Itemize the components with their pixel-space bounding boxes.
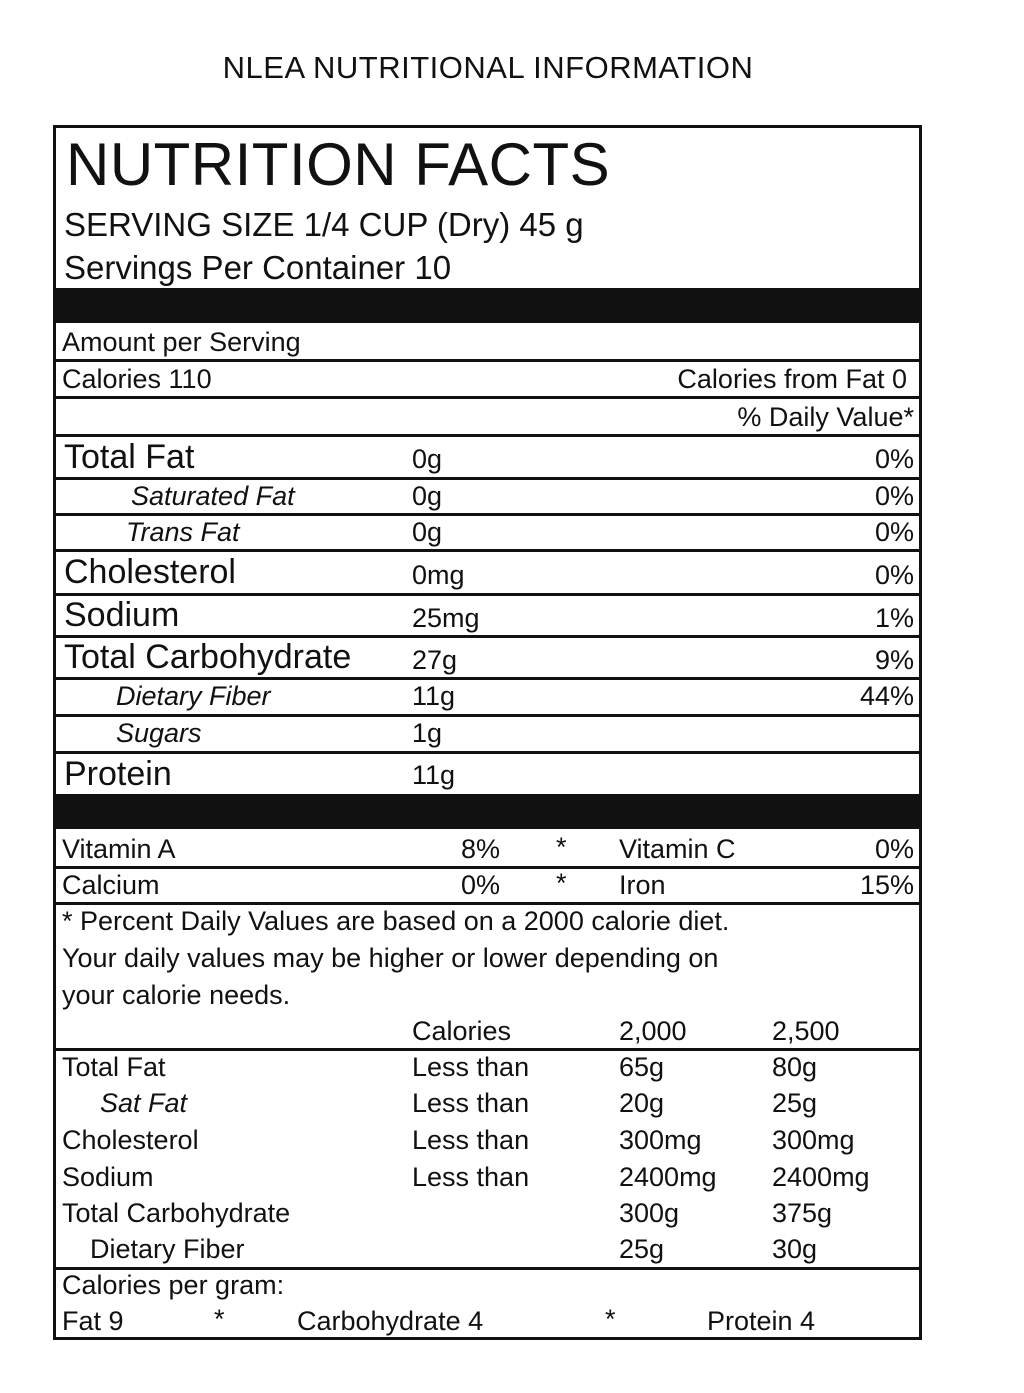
nutrient-dv: 44% <box>859 681 914 711</box>
nutrient-name: Saturated Fat <box>131 481 295 511</box>
daily-value-header: % Daily Value* <box>737 402 914 432</box>
nutrient-amount: 1g <box>412 718 443 748</box>
amount-per-serving: Amount per Serving <box>62 327 301 357</box>
nutrient-amount: 11g <box>412 681 456 711</box>
dv-row-name: Total Fat <box>62 1052 166 1082</box>
nutrient-name: Total Carbohydrate <box>64 638 352 676</box>
nutrient-amount: 0g <box>412 481 443 511</box>
dv-row-2500: 375g <box>772 1198 833 1228</box>
dv-row-2000: 65g <box>619 1052 665 1082</box>
nutrient-dv: 0% <box>874 560 914 590</box>
dv-row-name: Total Carbohydrate <box>62 1198 291 1228</box>
vitamin-value: 15% <box>859 870 914 900</box>
nutrient-amount: 0g <box>412 517 443 547</box>
divider <box>56 396 919 399</box>
nutrient-name: Trans Fat <box>126 517 240 547</box>
dv-row-2000: 300mg <box>619 1125 702 1155</box>
dv-header-2000: 2,000 <box>619 1016 687 1046</box>
nutrient-name: Sodium <box>64 596 180 634</box>
divider <box>56 593 919 596</box>
nutrient-name: Total Fat <box>64 438 195 476</box>
divider <box>56 477 919 480</box>
dv-row-2500: 2400mg <box>772 1162 870 1192</box>
dv-row-name: Sodium <box>62 1162 154 1192</box>
divider <box>56 434 919 437</box>
dv-row-2500: 80g <box>772 1052 818 1082</box>
calories-per-gram-carbohydrate: Carbohydrate 4 <box>297 1306 484 1336</box>
dv-row-2500: 30g <box>772 1234 818 1264</box>
dv-row-qualifier: Less than <box>412 1088 530 1118</box>
nutrient-amount: 27g <box>412 645 458 675</box>
page-header: NLEA NUTRITIONAL INFORMATION <box>222 50 754 85</box>
nutrient-dv: 0% <box>874 517 914 547</box>
dv-header-calories: Calories <box>412 1016 512 1046</box>
vitamin-name: Calcium <box>62 870 160 900</box>
footnote-line: Your daily values may be higher or lower depending on <box>62 943 719 973</box>
dv-row-qualifier: Less than <box>412 1162 530 1192</box>
thick-divider-mid <box>56 794 919 829</box>
nutrition-facts-panel <box>53 125 922 1340</box>
dv-row-2000: 20g <box>619 1088 665 1118</box>
separator: * <box>556 868 567 898</box>
divider <box>56 866 919 869</box>
divider <box>56 751 919 754</box>
divider <box>56 714 919 717</box>
serving-size: SERVING SIZE 1/4 CUP (Dry) 45 g <box>64 206 584 243</box>
nutrient-amount: 0g <box>412 444 443 474</box>
nutrient-dv: 1% <box>874 603 914 633</box>
separator: * <box>605 1304 616 1334</box>
vitamin-value: 0% <box>874 834 914 864</box>
dv-row-qualifier: Less than <box>412 1125 530 1155</box>
vitamin-name: Vitamin A <box>62 834 176 864</box>
calories-from-fat: Calories from Fat 0 <box>677 364 907 394</box>
nutrient-amount: 11g <box>412 760 456 790</box>
footnote-line: your calorie needs. <box>62 980 291 1010</box>
vitamin-name: Vitamin C <box>619 834 736 864</box>
dv-row-2000: 25g <box>619 1234 665 1264</box>
vitamin-value: 0% <box>460 870 500 900</box>
dv-row-qualifier: Less than <box>412 1052 530 1082</box>
nutrient-name: Dietary Fiber <box>116 681 271 711</box>
dv-row-2500: 25g <box>772 1088 818 1118</box>
divider <box>56 513 919 516</box>
separator: * <box>556 832 567 862</box>
dv-row-name: Sat Fat <box>100 1088 188 1118</box>
calories-per-gram-title: Calories per gram: <box>62 1270 285 1300</box>
nutrient-name: Cholesterol <box>64 553 236 591</box>
divider <box>56 549 919 552</box>
nutrient-dv: 0% <box>874 444 914 474</box>
servings-per-container: Servings Per Container 10 <box>64 249 452 286</box>
dv-row-name: Dietary Fiber <box>90 1234 245 1264</box>
calories-per-gram-protein: Protein 4 <box>707 1306 816 1336</box>
footnote-line: * Percent Daily Values are based on a 2000 calorie diet. <box>62 906 730 936</box>
vitamin-name: Iron <box>619 870 666 900</box>
dv-row-2000: 2400mg <box>619 1162 717 1192</box>
nutrient-dv: 9% <box>874 645 914 675</box>
nutrient-name: Sugars <box>116 718 202 748</box>
divider <box>56 902 919 905</box>
nutrient-dv: 0% <box>874 481 914 511</box>
dv-header-2500: 2,500 <box>772 1016 840 1046</box>
divider <box>56 677 919 680</box>
nutrition-facts-title: NUTRITION FACTS <box>66 131 611 198</box>
calories: Calories 110 <box>62 364 212 394</box>
dv-row-2500: 300mg <box>772 1125 855 1155</box>
nutrient-amount: 0mg <box>412 560 465 590</box>
nutrient-amount: 25mg <box>412 603 480 633</box>
divider <box>56 359 919 362</box>
nutrient-name: Protein <box>64 755 172 793</box>
calories-per-gram-fat: Fat 9 <box>62 1306 124 1336</box>
vitamin-value: 8% <box>460 834 500 864</box>
divider <box>56 1048 919 1051</box>
dv-row-name: Cholesterol <box>62 1125 199 1155</box>
thick-divider-top <box>56 288 919 323</box>
separator: * <box>214 1304 225 1334</box>
dv-row-2000: 300g <box>619 1198 680 1228</box>
